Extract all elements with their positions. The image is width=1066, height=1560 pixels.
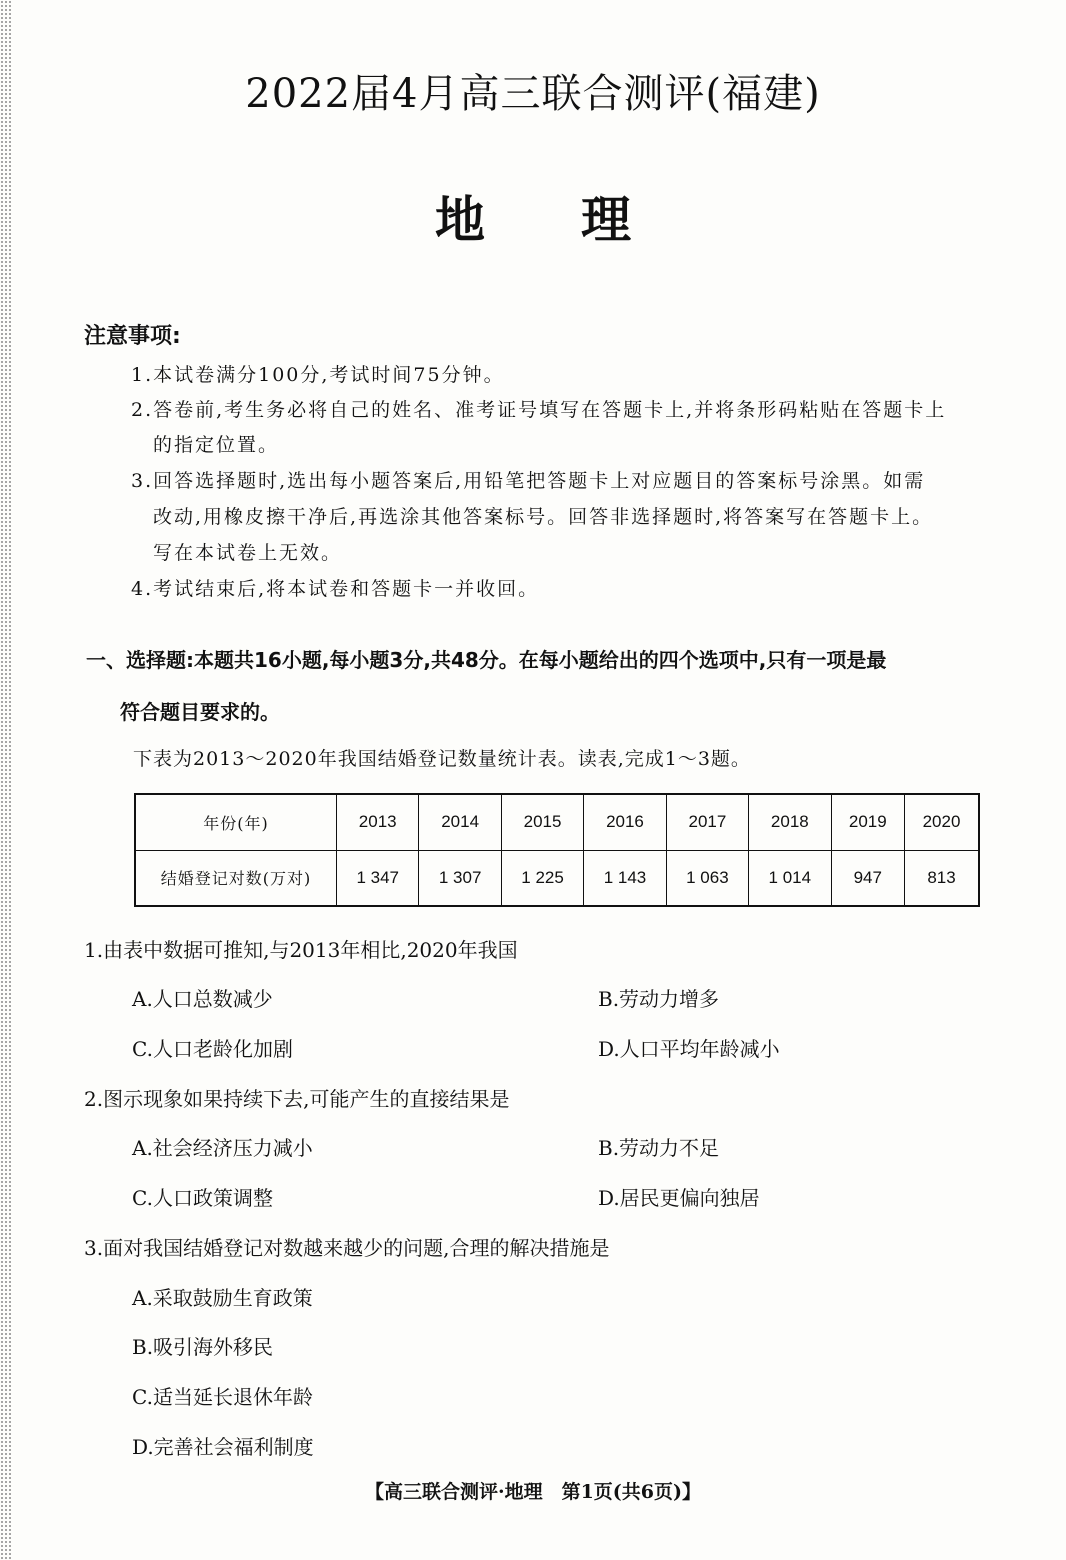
table-intro: 下表为2013～2020年我国结婚登记数量统计表。读表,完成1～3题。 xyxy=(133,748,751,770)
table-row xyxy=(135,850,979,906)
notice-item-2: 2.答卷前,考生务必将自己的姓名、准考证号填写在答题卡上,并将条形码粘贴在答题卡上 xyxy=(131,399,947,421)
question-3-option-a: A.采取鼓励生育政策 xyxy=(132,1286,313,1310)
notice-item-3-cont2: 写在本试卷上无效。 xyxy=(153,542,343,564)
section-heading: 一、选择题:本题共16小题,每小题3分,共48分。在每小题给出的四个选项中,只有一项是最 xyxy=(86,648,887,672)
question-3-option-b: B.吸引海外移民 xyxy=(132,1335,274,1359)
question-2-option-d: D.居民更偏向独居 xyxy=(598,1186,760,1210)
question-3-option-d: D.完善社会福利制度 xyxy=(132,1435,314,1459)
question-2-option-b: B.劳动力不足 xyxy=(598,1136,720,1160)
notice-item-4: 4.考试结束后,将本试卷和答题卡一并收回。 xyxy=(131,578,540,600)
table-header-cell: 结婚登记对数(万对) xyxy=(135,850,337,906)
table-row xyxy=(135,794,979,850)
notice-item-3-cont: 改动,用橡皮擦干净后,再选涂其他答案标号。回答非选择题时,将答案写在答题卡上。 xyxy=(153,506,934,528)
table-cell: 2014 xyxy=(419,794,501,850)
table-cell: 2016 xyxy=(584,794,666,850)
question-3-option-c: C.适当延长退休年龄 xyxy=(132,1385,313,1409)
table-cell: 1 014 xyxy=(749,850,831,906)
table-cell: 2015 xyxy=(501,794,583,850)
table-cell: 2013 xyxy=(337,794,419,850)
question-1-option-d: D.人口平均年龄减小 xyxy=(598,1037,780,1061)
question-2-option-c: C.人口政策调整 xyxy=(132,1186,273,1210)
table-cell: 2019 xyxy=(831,794,904,850)
question-1-option-a: A.人口总数减少 xyxy=(132,987,273,1011)
question-3-stem: 3.面对我国结婚登记对数越来越少的问题,合理的解决措施是 xyxy=(84,1236,610,1260)
section-heading-cont: 符合题目要求的。 xyxy=(120,700,280,724)
table-cell: 947 xyxy=(831,850,904,906)
question-1-stem: 1.由表中数据可推知,与2013年相比,2020年我国 xyxy=(84,938,518,962)
table-cell: 1 225 xyxy=(501,850,583,906)
table-cell: 1 143 xyxy=(584,850,666,906)
notice-item-3: 3.回答选择题时,选出每小题答案后,用铅笔把答题卡上对应题目的答案标号涂黑。如需 xyxy=(131,470,926,492)
question-2-option-a: A.社会经济压力减小 xyxy=(132,1136,313,1160)
subject-title: 地理 xyxy=(435,191,727,249)
question-2-stem: 2.图示现象如果持续下去,可能产生的直接结果是 xyxy=(84,1087,510,1111)
table-cell: 813 xyxy=(905,850,979,906)
page-footer: 【高三联合测评·地理 第1页(共6页)】 xyxy=(364,1481,702,1503)
question-1-option-c: C.人口老龄化加剧 xyxy=(132,1037,293,1061)
table-cell: 2020 xyxy=(905,794,979,850)
table-cell: 2017 xyxy=(666,794,748,850)
marriage-stats-table xyxy=(134,793,980,907)
table-cell: 2018 xyxy=(749,794,831,850)
table-cell: 1 347 xyxy=(337,850,419,906)
table-cell: 1 307 xyxy=(419,850,501,906)
table-cell: 1 063 xyxy=(666,850,748,906)
notice-heading: 注意事项: xyxy=(84,324,181,349)
question-1-option-b: B.劳动力增多 xyxy=(598,987,720,1011)
table-header-cell: 年份(年) xyxy=(135,794,337,850)
notice-item-1: 1.本试卷满分100分,考试时间75分钟。 xyxy=(131,364,505,386)
notice-item-2-cont: 的指定位置。 xyxy=(153,434,280,456)
exam-title: 2022届4月高三联合测评(福建) xyxy=(245,71,821,117)
